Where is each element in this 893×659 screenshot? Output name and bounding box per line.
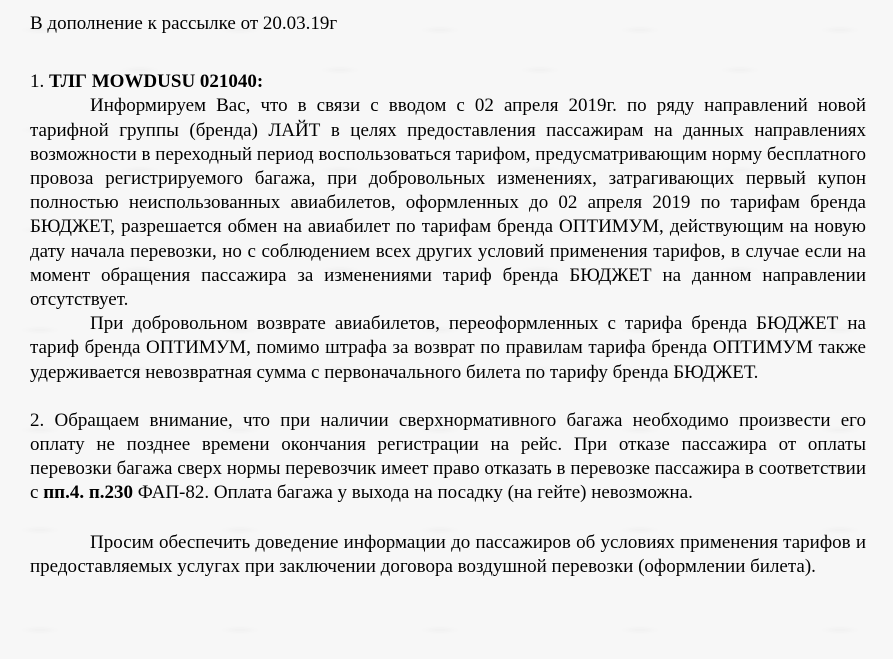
spacer (30, 385, 866, 409)
spacer (30, 506, 866, 531)
section2-bold-ref: пп.4. п.230 (43, 482, 134, 504)
section2-text-after: ФАП-82. Оплата багажа у выхода на посадку (на гейте) невозможна. (137, 482, 693, 504)
section1-paragraph2: При добровольном возврате авиабилетов, переоформленных с тарифа бренда БЮДЖЕТ на тариф бренда ОПТИМУМ, помимо штрафа за возврат по правилам тарифа бренда ОПТИМУМ также удерживается невозвратная сумма с первоначального билета по тарифу бренда БЮДЖЕТ. (30, 313, 866, 383)
section2-paragraph (30, 409, 866, 506)
section1-heading (30, 70, 866, 94)
document-body (30, 0, 866, 579)
tlg-label: ТЛГ MOWDUSU 021040: (49, 71, 264, 93)
section1-number: 1. (30, 71, 45, 93)
section1-paragraph1: Информируем Вас, что в связи с вводом с 02 апреля 2019г. по ряду направлений новой тарифной группы (бренда) ЛАЙТ в целях предоставления пассажирам на данных направлениях возможности в переходный период воспользоваться тарифом, предусматривающим норму бесплатного провоза регистрируемого багажа, при добровольных изменениях, затрагивающих первый купон полностью неиспользованных авиабилетов, оформленных до 02 апреля 2019 по тарифам бренда БЮДЖЕТ, разрешается обмен на авиабилет по тарифам бренда ОПТИМУМ, действующим на новую дату начала перевозки, но с соблюдением всех других условий применения тарифов, в случае если на момент обращения пассажира за изменениями тариф бренда БЮДЖЕТ на данном направлении отсутствует. (30, 95, 867, 311)
section2-text-before: 2. Обращаем внимание, что при наличии сверхнормативного багажа необходимо произвести его оплату не позднее времени окончания регистрации на рейс. При отказе пассажира от оплаты перевозки багажа сверх нормы перевозчик имеет право отказать в перевозке пассажира в соответствии с (30, 409, 866, 504)
closing-paragraph: Просим обеспечить доведение информации до пассажиров об условиях применения тарифов и предоставляемых услугах при заключении договора воздушной перевозки (оформлении билета). (30, 531, 866, 577)
header-line: В дополнение к рассылке от 20.03.19г (30, 13, 338, 34)
spacer (30, 36, 866, 70)
